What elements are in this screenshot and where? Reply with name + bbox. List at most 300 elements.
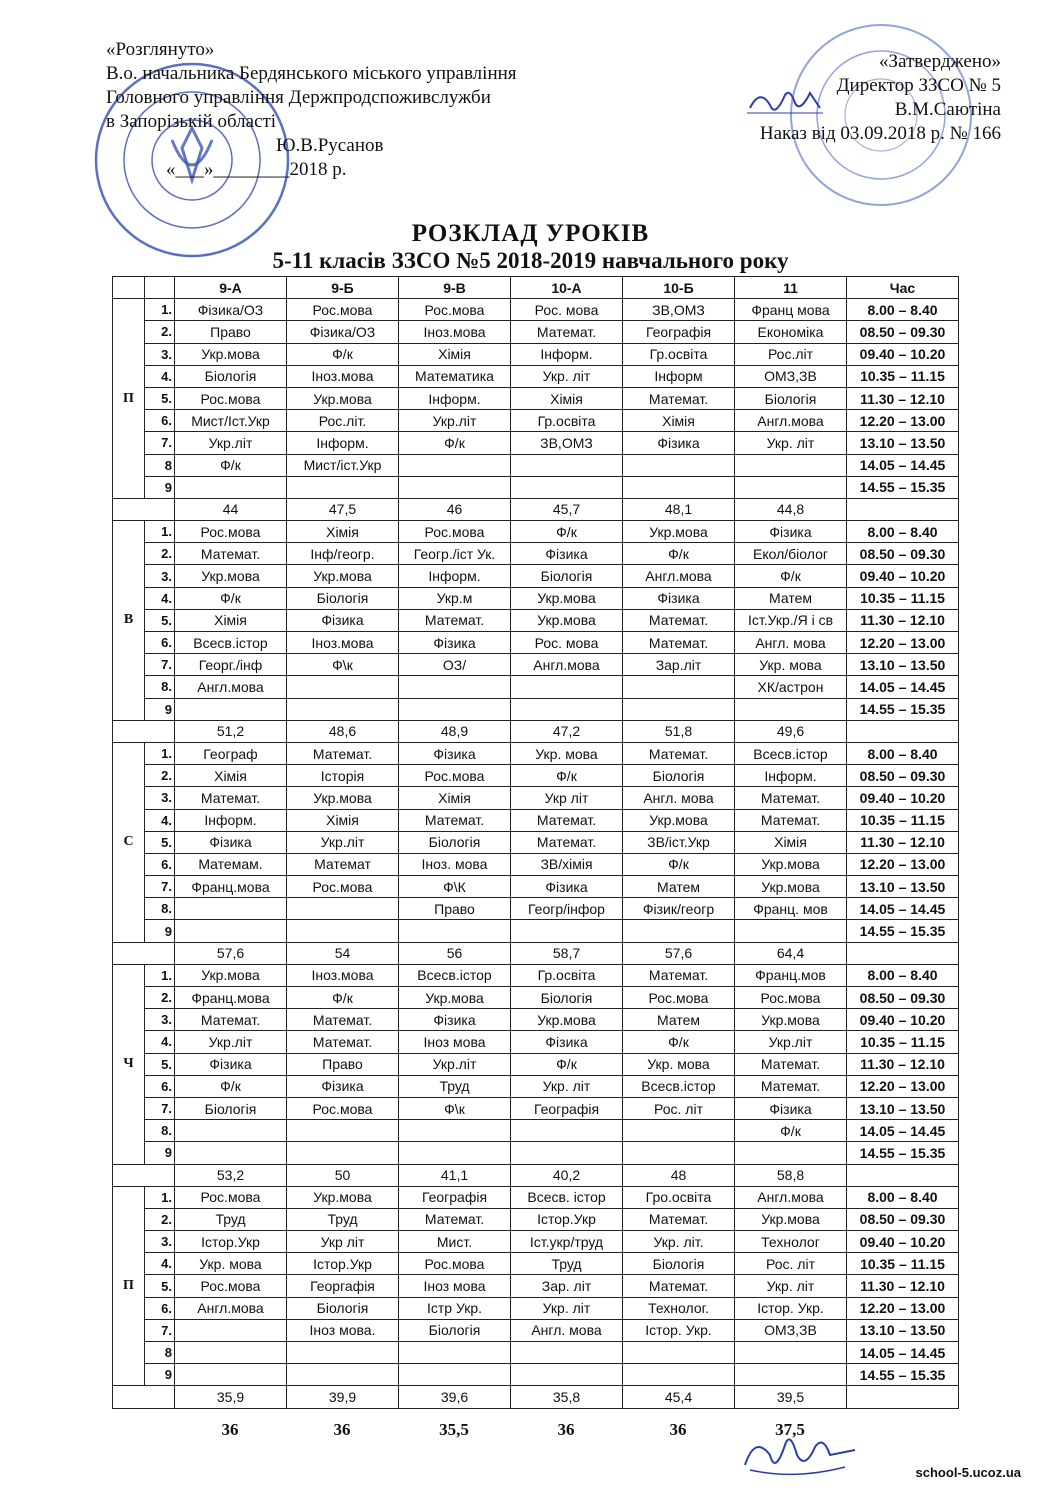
subject-cell: Укр.літ	[175, 432, 287, 454]
subject-cell	[175, 1319, 287, 1341]
time-cell: 12.20 – 13.00	[847, 410, 959, 432]
lesson-number: 3.	[145, 1009, 175, 1031]
subject-cell: Рос.мова	[399, 521, 511, 543]
subject-cell: Фізика/ОЗ	[287, 321, 399, 343]
total-value: 48	[623, 1164, 735, 1186]
subject-cell: Труд	[287, 1208, 399, 1230]
lesson-row	[113, 365, 959, 387]
subject-cell: Інф/геогр.	[287, 543, 399, 565]
subject-cell: Іноз мова.	[287, 1319, 399, 1341]
subject-cell: Істор. Укр.	[735, 1297, 847, 1319]
grand-total-value: 36	[669, 1420, 687, 1439]
time-cell: 11.30 – 12.10	[847, 609, 959, 631]
subject-cell	[735, 920, 847, 942]
lesson-number: 6.	[145, 853, 175, 875]
time-cell: 14.55 – 15.35	[847, 1364, 959, 1386]
time-cell: 09.40 – 10.20	[847, 565, 959, 587]
time-cell: 14.55 – 15.35	[847, 1142, 959, 1164]
subject-cell: Труд	[399, 1075, 511, 1097]
subject-cell: Зар.літ	[623, 654, 735, 676]
time-cell: 10.35 – 11.15	[847, 1031, 959, 1053]
subject-cell	[287, 1342, 399, 1364]
time-cell: 08.50 – 09.30	[847, 765, 959, 787]
schedule-table	[112, 276, 959, 1409]
subject-cell: ХК/астрон	[735, 676, 847, 698]
time-cell: 14.05 – 14.45	[847, 898, 959, 920]
subject-cell	[623, 1142, 735, 1164]
lesson-number: 2.	[145, 1208, 175, 1230]
totals-blank	[847, 498, 959, 520]
time-cell: 11.30 – 12.10	[847, 1275, 959, 1297]
subject-cell: Інформ.	[399, 387, 511, 409]
approval-right-block	[760, 50, 1001, 146]
subject-cell: Всесв.істор	[399, 964, 511, 986]
right-header-line: «Затверджено»	[879, 51, 1001, 72]
lesson-row	[113, 632, 959, 654]
subject-cell: Істор. Укр.	[623, 1319, 735, 1341]
header-blank	[145, 277, 175, 299]
subject-cell: Укр. мова	[175, 1253, 287, 1275]
time-cell: 14.55 – 15.35	[847, 476, 959, 498]
subject-cell: Укр.мова	[287, 787, 399, 809]
subject-cell: Хімія	[623, 410, 735, 432]
subject-cell	[175, 1120, 287, 1142]
subject-cell: Біологія	[175, 365, 287, 387]
totals-blank	[847, 942, 959, 964]
subject-cell	[399, 1364, 511, 1386]
total-value: 51,8	[623, 720, 735, 742]
subject-cell: Матем	[623, 1009, 735, 1031]
time-cell: 8.00 – 8.40	[847, 299, 959, 321]
lesson-number: 2.	[145, 321, 175, 343]
subject-cell: Укр.мова	[511, 1009, 623, 1031]
totals-row	[113, 1164, 959, 1186]
subject-cell	[735, 1342, 847, 1364]
lesson-number: 5.	[145, 1275, 175, 1297]
lesson-row	[113, 1053, 959, 1075]
subject-cell: Право	[175, 321, 287, 343]
total-value: 64,4	[735, 942, 847, 964]
lesson-row	[113, 299, 959, 321]
left-header-line: «Розглянуто»	[106, 39, 215, 60]
subject-cell: Ф\К	[399, 876, 511, 898]
lesson-row	[113, 809, 959, 831]
time-cell: 08.50 – 09.30	[847, 321, 959, 343]
subject-cell: Укр.мова	[287, 565, 399, 587]
total-value: 57,6	[623, 942, 735, 964]
subject-cell: Фізика	[735, 521, 847, 543]
subject-cell: Укр.мова	[175, 565, 287, 587]
subject-cell	[399, 454, 511, 476]
subject-cell: Рос.мова	[399, 765, 511, 787]
subject-cell: Матем	[735, 587, 847, 609]
subject-cell: Істор.Укр	[175, 1231, 287, 1253]
subject-cell: Хімія	[287, 521, 399, 543]
subject-cell: Іноз.мова	[399, 321, 511, 343]
subject-cell: Інформ.	[399, 565, 511, 587]
subject-cell	[623, 1120, 735, 1142]
right-header-line: Директор ЗЗСО № 5	[836, 75, 1001, 96]
subject-cell: Укр. мова	[623, 1053, 735, 1075]
subject-cell: Укр.літ	[175, 1031, 287, 1053]
subject-cell: Мист/Іст.Укр	[175, 410, 287, 432]
lesson-number: 1.	[145, 742, 175, 764]
total-value: 47,2	[511, 720, 623, 742]
lesson-number: 3.	[145, 565, 175, 587]
subject-cell: Географія	[511, 1097, 623, 1119]
subject-cell	[399, 476, 511, 498]
subject-cell: Ф/к	[175, 587, 287, 609]
time-cell: 08.50 – 09.30	[847, 543, 959, 565]
lesson-number: 6.	[145, 1297, 175, 1319]
lesson-row	[113, 987, 959, 1009]
subject-cell: Франц.мов	[735, 964, 847, 986]
total-value: 35,8	[511, 1386, 623, 1408]
total-value: 44	[175, 498, 287, 520]
subject-cell: Фізика	[511, 876, 623, 898]
total-value: 47,5	[287, 498, 399, 520]
subject-cell: ОМЗ,ЗВ	[735, 365, 847, 387]
column-header: 9-Б	[287, 277, 399, 299]
subject-cell: Укр.мова	[175, 343, 287, 365]
subject-cell: Іноз.мова	[287, 964, 399, 986]
subject-cell: Георг./інф	[175, 654, 287, 676]
time-cell: 13.10 – 13.50	[847, 432, 959, 454]
subject-cell: Математ.	[623, 609, 735, 631]
lesson-number: 4.	[145, 587, 175, 609]
subject-cell: Георгафія	[287, 1275, 399, 1297]
subject-cell: Фізика	[511, 543, 623, 565]
subject-cell: Іноз.мова	[287, 632, 399, 654]
subject-cell	[735, 1364, 847, 1386]
lesson-row	[113, 831, 959, 853]
subject-cell: Фізика/ОЗ	[175, 299, 287, 321]
lesson-number: 5.	[145, 831, 175, 853]
grand-total-value: 35,5	[439, 1420, 469, 1439]
lesson-number: 9	[145, 476, 175, 498]
subject-cell: Мист/іст.Укр	[287, 454, 399, 476]
subject-cell: Рос.мова	[175, 1186, 287, 1208]
subject-cell: Ф/к	[735, 565, 847, 587]
subject-cell: Фізика	[287, 609, 399, 631]
subject-cell	[623, 1342, 735, 1364]
subject-cell: Математ.	[287, 1031, 399, 1053]
totals-blank	[847, 720, 959, 742]
lesson-row	[113, 1208, 959, 1230]
subject-cell: Рос.літ	[735, 343, 847, 365]
total-value: 53,2	[175, 1164, 287, 1186]
subject-cell: Рос.мова	[399, 299, 511, 321]
lesson-number: 6.	[145, 1075, 175, 1097]
header-blank	[113, 277, 145, 299]
subject-cell: Укр.літ	[399, 410, 511, 432]
time-cell: 14.55 – 15.35	[847, 698, 959, 720]
lesson-row	[113, 787, 959, 809]
time-cell: 13.10 – 13.50	[847, 654, 959, 676]
left-header-line: Головного управління Держпродспоживслужби	[106, 87, 491, 108]
subject-cell: ЗВ,ОМЗ	[623, 299, 735, 321]
subject-cell	[287, 1142, 399, 1164]
subject-cell: Хімія	[399, 343, 511, 365]
subject-cell: ОМЗ,ЗВ	[735, 1319, 847, 1341]
totals-blank	[113, 720, 175, 742]
time-cell: 14.05 – 14.45	[847, 1120, 959, 1142]
subject-cell	[511, 920, 623, 942]
subject-cell: Хімія	[735, 831, 847, 853]
time-cell: 09.40 – 10.20	[847, 787, 959, 809]
right-header-line: Наказ від 03.09.2018 р. № 166	[759, 123, 1001, 144]
time-cell: 11.30 – 12.10	[847, 1053, 959, 1075]
subject-cell: Укр. літ	[511, 1075, 623, 1097]
lesson-number: 9	[145, 1142, 175, 1164]
lesson-number: 7.	[145, 654, 175, 676]
subject-cell: Укр.мова	[287, 1186, 399, 1208]
subject-cell: ЗВ/хімія	[511, 853, 623, 875]
day-label: П	[113, 299, 145, 499]
subject-cell: Екол/біолог	[735, 543, 847, 565]
subject-cell: Технолог	[735, 1231, 847, 1253]
total-value: 39,9	[287, 1386, 399, 1408]
subject-cell: Рос.мова	[399, 1253, 511, 1275]
subject-cell: Біологія	[287, 587, 399, 609]
totals-blank	[847, 1164, 959, 1186]
subject-cell: Гр.освіта	[511, 410, 623, 432]
subject-cell: Фізика	[287, 1075, 399, 1097]
lesson-row	[113, 476, 959, 498]
page-title: РОЗКЛАД УРОКІВ	[411, 220, 650, 247]
subject-cell: Біологія	[511, 565, 623, 587]
lesson-number: 6.	[145, 410, 175, 432]
subject-cell: Математ.	[399, 809, 511, 831]
subject-cell: Рос.мова	[735, 987, 847, 1009]
subject-cell: Укр. мова	[735, 654, 847, 676]
subject-cell: Франц.мова	[175, 987, 287, 1009]
subject-cell: Географ	[175, 742, 287, 764]
subject-cell: Математ.	[511, 809, 623, 831]
lesson-number: 3.	[145, 787, 175, 809]
subject-cell: Фізика	[399, 742, 511, 764]
subject-cell: Математ.	[623, 632, 735, 654]
subject-cell	[511, 476, 623, 498]
subject-cell: Інформ	[623, 365, 735, 387]
lesson-row	[113, 321, 959, 343]
lesson-row	[113, 1075, 959, 1097]
lesson-row	[113, 543, 959, 565]
totals-blank	[847, 1386, 959, 1408]
subject-cell	[511, 676, 623, 698]
subject-cell: Укр.літ	[735, 1031, 847, 1053]
subject-cell: Англ.мова	[735, 1186, 847, 1208]
subject-cell: Математ.	[623, 1275, 735, 1297]
subject-cell: Математ	[287, 853, 399, 875]
subject-cell: Укр літ	[511, 787, 623, 809]
lesson-row	[113, 1009, 959, 1031]
time-cell: 09.40 – 10.20	[847, 1231, 959, 1253]
grand-total-value: 37,5	[775, 1420, 805, 1439]
lesson-number: 4.	[145, 1253, 175, 1275]
time-cell: 08.50 – 09.30	[847, 987, 959, 1009]
lesson-row	[113, 876, 959, 898]
column-header: 9-В	[399, 277, 511, 299]
subject-cell	[511, 698, 623, 720]
right-header-line: В.М.Саютіна	[894, 99, 1001, 120]
subject-cell: Укр.мова	[511, 587, 623, 609]
subject-cell	[735, 476, 847, 498]
total-value: 58,8	[735, 1164, 847, 1186]
subject-cell: Рос.літ.	[287, 410, 399, 432]
subject-cell: Укр. літ	[511, 1297, 623, 1319]
time-cell: 14.05 – 14.45	[847, 676, 959, 698]
totals-blank	[113, 1386, 175, 1408]
subject-cell: Математ.	[623, 742, 735, 764]
lesson-row	[113, 1297, 959, 1319]
subject-cell: Математ.	[623, 1208, 735, 1230]
lesson-row	[113, 1142, 959, 1164]
subject-cell: Математ.	[623, 964, 735, 986]
left-header-line: «___»________2018 р.	[166, 159, 347, 180]
subject-cell: Ф/к	[511, 765, 623, 787]
subject-cell: Ф/к	[511, 521, 623, 543]
subject-cell: Математ.	[287, 1009, 399, 1031]
lesson-number: 7.	[145, 1097, 175, 1119]
subject-cell	[287, 898, 399, 920]
lesson-number: 9	[145, 1364, 175, 1386]
lesson-number: 2.	[145, 543, 175, 565]
column-header: 10-Б	[623, 277, 735, 299]
subject-cell	[175, 476, 287, 498]
lesson-row	[113, 1253, 959, 1275]
subject-cell: Франц. мов	[735, 898, 847, 920]
subject-cell	[175, 1364, 287, 1386]
lesson-row	[113, 587, 959, 609]
lesson-number: 3.	[145, 343, 175, 365]
subject-cell	[175, 898, 287, 920]
lesson-number: 6.	[145, 632, 175, 654]
subject-cell: Фізика	[175, 1053, 287, 1075]
lesson-number: 4.	[145, 365, 175, 387]
subject-cell: Іноз.мова	[287, 365, 399, 387]
time-cell: 11.30 – 12.10	[847, 831, 959, 853]
subject-cell: Технолог.	[623, 1297, 735, 1319]
subject-cell: Математ.	[735, 787, 847, 809]
subject-cell	[175, 1342, 287, 1364]
time-cell: 10.35 – 11.15	[847, 365, 959, 387]
subject-cell: Матемам.	[175, 853, 287, 875]
column-header: Час	[847, 277, 959, 299]
totals-blank	[113, 942, 175, 964]
subject-cell: Всесв. істор	[511, 1186, 623, 1208]
time-cell: 12.20 – 13.00	[847, 1075, 959, 1097]
time-cell: 8.00 – 8.40	[847, 964, 959, 986]
totals-row	[113, 942, 959, 964]
lesson-number: 5.	[145, 609, 175, 631]
subject-cell: Англ.мова	[175, 676, 287, 698]
grand-total-value: 36	[557, 1420, 575, 1439]
lesson-number: 9	[145, 698, 175, 720]
subject-cell: Іноз мова	[399, 1031, 511, 1053]
lesson-number: 3.	[145, 1231, 175, 1253]
grand-total-value: 36	[333, 1420, 351, 1439]
time-cell: 14.05 – 14.45	[847, 1342, 959, 1364]
time-cell: 12.20 – 13.00	[847, 632, 959, 654]
lesson-number: 2.	[145, 765, 175, 787]
lesson-number: 8	[145, 1342, 175, 1364]
time-cell: 09.40 – 10.20	[847, 343, 959, 365]
lesson-row	[113, 1319, 959, 1341]
subject-cell: ЗВ,ОМЗ	[511, 432, 623, 454]
subject-cell: Математ.	[623, 387, 735, 409]
subject-cell: Математ.	[175, 1009, 287, 1031]
subject-cell: Біологія	[735, 387, 847, 409]
subject-cell: Інформ.	[287, 432, 399, 454]
subject-cell: Англ. мова	[623, 787, 735, 809]
subject-cell	[623, 1364, 735, 1386]
lesson-row	[113, 1186, 959, 1208]
subject-cell: Математ.	[399, 609, 511, 631]
lesson-row	[113, 565, 959, 587]
lesson-number: 5.	[145, 1053, 175, 1075]
subject-cell: Біологія	[399, 1319, 511, 1341]
lesson-row	[113, 654, 959, 676]
subject-cell: Мист.	[399, 1231, 511, 1253]
lesson-number: 7.	[145, 1319, 175, 1341]
lesson-number: 8.	[145, 898, 175, 920]
subject-cell: Математ.	[175, 787, 287, 809]
subject-cell: Матем	[623, 876, 735, 898]
subject-cell: Економіка	[735, 321, 847, 343]
subject-cell: Хімія	[175, 765, 287, 787]
subject-cell	[623, 698, 735, 720]
subject-cell	[287, 1364, 399, 1386]
column-header: 9-А	[175, 277, 287, 299]
subject-cell: Ф/к	[175, 1075, 287, 1097]
lesson-row	[113, 765, 959, 787]
time-cell: 13.10 – 13.50	[847, 876, 959, 898]
lesson-row	[113, 1031, 959, 1053]
lesson-row	[113, 920, 959, 942]
subject-cell: Зар. літ	[511, 1275, 623, 1297]
subject-cell: Іст.Укр./Я і св	[735, 609, 847, 631]
subject-cell: Укр.літ	[287, 831, 399, 853]
subject-cell	[511, 1342, 623, 1364]
subject-cell: Англ.мова	[511, 654, 623, 676]
subject-cell: Право	[399, 898, 511, 920]
subject-cell: Англ. мова	[735, 632, 847, 654]
lesson-number: 4.	[145, 809, 175, 831]
totals-row	[113, 498, 959, 520]
subject-cell: Ф/к	[623, 543, 735, 565]
subject-cell: Істр Укр.	[399, 1297, 511, 1319]
day-label: В	[113, 521, 145, 721]
subject-cell: Рос. мова	[511, 299, 623, 321]
total-value: 57,6	[175, 942, 287, 964]
subject-cell	[287, 920, 399, 942]
subject-cell: Франц мова	[735, 299, 847, 321]
subject-cell	[399, 698, 511, 720]
subject-cell: Укр.мова	[399, 987, 511, 1009]
subject-cell: Ф/к	[399, 432, 511, 454]
time-cell: 10.35 – 11.15	[847, 809, 959, 831]
subject-cell: Математ.	[735, 1053, 847, 1075]
subject-cell: Ф/к	[287, 343, 399, 365]
subject-cell: Фізик/геогр	[623, 898, 735, 920]
subject-cell	[623, 454, 735, 476]
subject-cell: Труд	[511, 1253, 623, 1275]
subject-cell: Укр.мова	[287, 387, 399, 409]
subject-cell	[175, 920, 287, 942]
footer-url: school-5.ucoz.ua	[915, 1465, 1021, 1480]
subject-cell	[735, 454, 847, 476]
